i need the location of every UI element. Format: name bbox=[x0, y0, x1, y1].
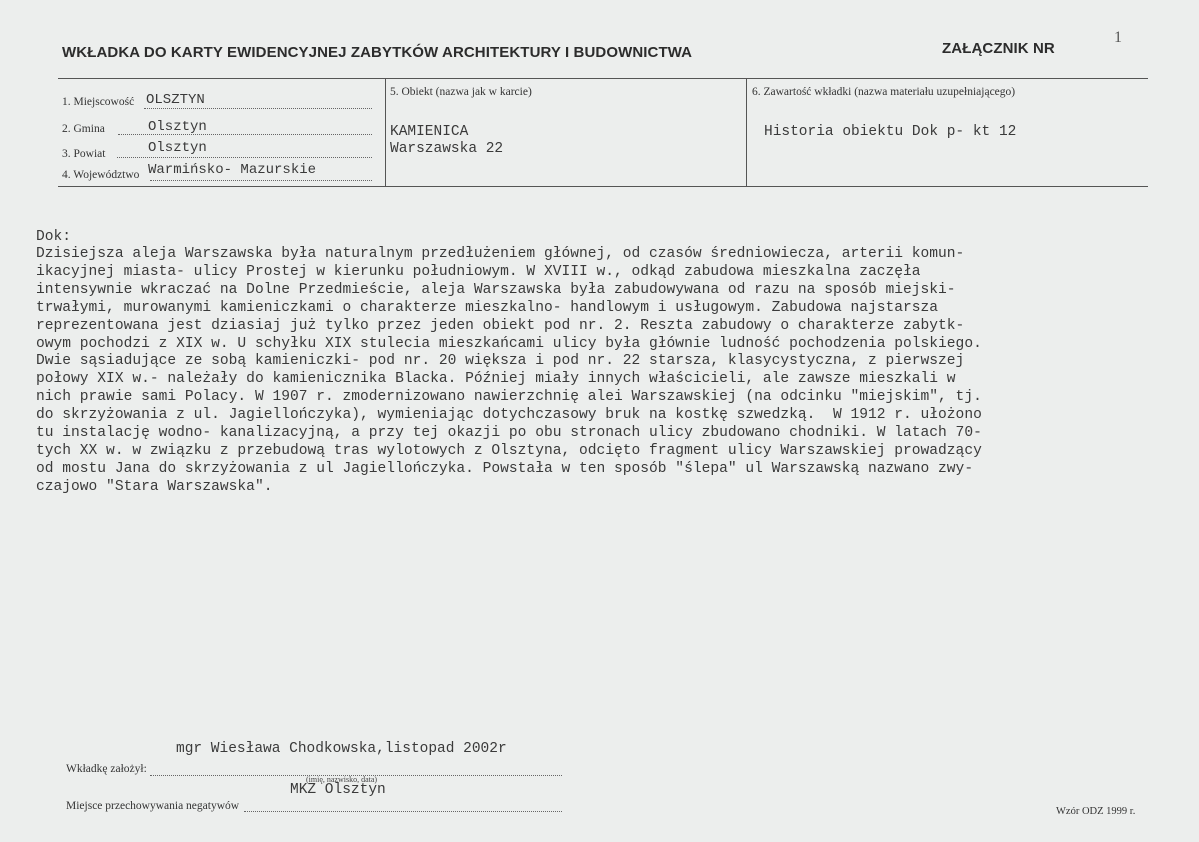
body-line: nich prawie sami Polacy. W 1907 r. zmodernizowano nawierzchnię alei Warszawskiej (na odcinku "miejskim", tj. bbox=[36, 389, 982, 406]
author-value: mgr Wiesława Chodkowska,listopad 2002r bbox=[176, 741, 507, 757]
page-number: 1 bbox=[1114, 29, 1122, 46]
body-line: trwałymi, murowanymi kamieniczkami o charakterze mieszkalno- handlowym i usługowym. Zabudowa najstarsza bbox=[36, 299, 939, 316]
column-divider-2 bbox=[746, 78, 747, 186]
negatives-label: Miejsce przechowywania negatywów bbox=[66, 800, 240, 812]
body-line: od mostu Jana do skrzyżowania z ul Jagiellończyka. Powstała w ten sposób "ślepa" ul Warszawską nazwano zwy- bbox=[36, 460, 974, 477]
header-rule bbox=[58, 78, 1148, 79]
miejscowosc-value: OLSZTYN bbox=[146, 92, 205, 108]
body-line: Dwie sąsiadujące ze sobą kamieniczki- pod nr. 20 większa i pod nr. 22 starsza, klasycystyczna, z pierwszej bbox=[36, 353, 965, 370]
template-label: Wzór ODZ 1999 r. bbox=[1056, 806, 1136, 817]
wojewodztwo-value: Warmińsko- Mazurskie bbox=[148, 162, 317, 178]
wojewodztwo-label: 4. Województwo bbox=[62, 169, 140, 181]
body-line: intensywnie wkraczać na Dolne Przedmieście, aleja Warszawska była zabudowywana od razu na sposób miejski- bbox=[36, 281, 956, 298]
body-line: czajowo "Stara Warszawska". bbox=[36, 478, 273, 495]
author-label: Wkładkę założył: bbox=[66, 763, 147, 775]
body-text bbox=[36, 246, 1146, 497]
negatives-dotted-line bbox=[244, 811, 562, 812]
box-bottom-rule bbox=[58, 186, 1148, 187]
body-line: do skrzyżowania z ul. Jagiellończyka), wymieniając dotychczasowy bruk na kostkę szwedzką. W 1912 r. ułożono bbox=[36, 407, 982, 424]
body-line: tu instalację wodno- kanalizacyjną, a przy tej okazji po obu stronach ulicy zbudowano chodniki. W latach 70- bbox=[36, 425, 982, 442]
body-line: Dzisiejsza aleja Warszawska była naturalnym przedłużeniem głównej, od czasów średniowiecza, arterii komun- bbox=[36, 246, 965, 262]
form-title: WKŁADKA DO KARTY EWIDENCYJNEJ ZABYTKÓW ARCHITEKTURY I BUDOWNICTWA bbox=[62, 44, 693, 61]
gmina-value: Olsztyn bbox=[148, 119, 207, 135]
negatives-value: MKZ Olsztyn bbox=[290, 782, 386, 798]
powiat-value: Olsztyn bbox=[148, 140, 207, 156]
body-line: owym pochodzi z XIX w. U schyłku XIX stulecia mieszkańcami ulicy była głównie ludność pochodzenia polskiego. bbox=[36, 335, 982, 352]
body-line: połowy XIX w.- należały do kamienicznika Blacka. Później miały innych właścicieli, ale zawsze mieszkali w bbox=[36, 371, 956, 388]
object-address: Warszawska 22 bbox=[390, 141, 504, 157]
object-name: KAMIENICA bbox=[390, 124, 469, 140]
gmina-label: 2. Gmina bbox=[62, 123, 105, 135]
attachment-label: ZAŁĄCZNIK NR bbox=[942, 40, 1055, 57]
body-line: ikacyjnej miasta- ulicy Prostej w kierunku południowym. W XVIII w., odkąd zabudowa mieszkalna zaczęła bbox=[36, 263, 921, 280]
body-line: tych XX w. w związku z przebudową tras wylotowych z Olsztyna, odcięto fragment ulicy Warszawskiej prowadzący bbox=[36, 442, 982, 459]
miejscowosc-label: 1. Miejscowość bbox=[62, 96, 135, 108]
gmina-dotted-line bbox=[118, 134, 372, 135]
author-hint: (imię, nazwisko, data) bbox=[306, 775, 378, 784]
contents-value: Historia obiektu Dok p- kt 12 bbox=[764, 124, 1017, 140]
body-heading: Dok: bbox=[36, 229, 72, 245]
contents-label: 6. Zawartość wkładki (nazwa materiału uzupełniającego) bbox=[752, 86, 1016, 98]
body-line: reprezentowana jest dziasiaj już tylko przez jeden obiekt pod nr. 2. Reszta zabudowy o charakterze zabytk- bbox=[36, 317, 965, 334]
object-label: 5. Obiekt (nazwa jak w karcie) bbox=[390, 86, 532, 98]
wojewodztwo-dotted-line bbox=[150, 180, 372, 181]
miejscowosc-dotted-line bbox=[144, 108, 372, 109]
powiat-label: 3. Powiat bbox=[62, 148, 106, 160]
column-divider-1 bbox=[385, 78, 386, 186]
powiat-dotted-line bbox=[117, 157, 372, 158]
